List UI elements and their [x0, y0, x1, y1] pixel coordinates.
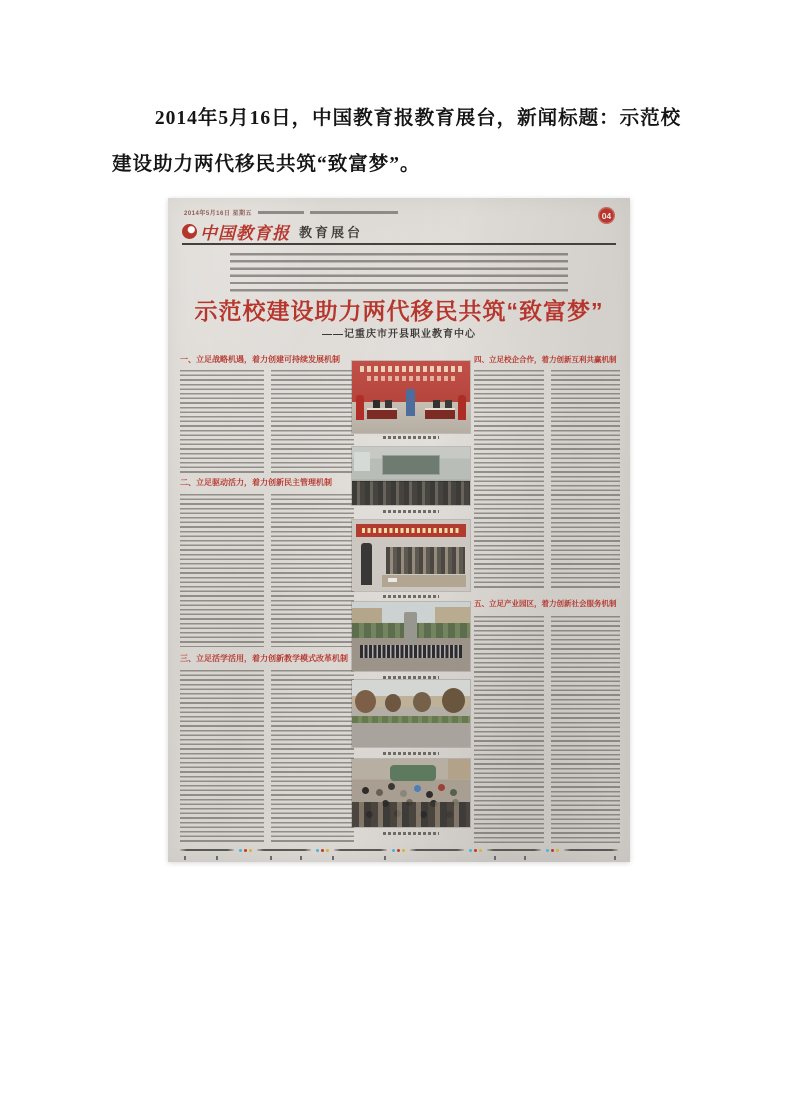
newspaper-scan: [168, 198, 630, 862]
standing-presenter: [361, 543, 372, 585]
section-3-body-blur: [180, 670, 354, 844]
photo-caption-1: [352, 436, 470, 439]
masthead-url-text-blur: [310, 211, 398, 214]
classroom-audience: [352, 481, 470, 505]
section-4-body-blur: [474, 370, 620, 590]
registration-dots: [239, 849, 252, 852]
article-headline: 示范校建设助力两代移民共筑“致富梦”: [194, 298, 604, 324]
village-crowd-photo: [352, 759, 470, 827]
hedge-row: [352, 716, 470, 723]
pruned-tree-2: [385, 694, 401, 712]
stage-table-right: [425, 408, 455, 419]
masthead-logo-row: [182, 219, 363, 244]
group-rows: [360, 645, 462, 658]
masthead-rule: [182, 243, 616, 245]
seminar-red-banner: [356, 524, 466, 537]
seminar-desks: [382, 575, 466, 587]
speaker-figure-center: [406, 389, 415, 416]
stage-banner-text2-blur: [367, 376, 455, 381]
building-corner: [448, 759, 470, 779]
classroom-window: [354, 452, 369, 472]
section-2-body-blur: [180, 494, 354, 647]
green-tarp: [390, 765, 436, 781]
section-heading-4: 四、立足校企合作，着力创新互利共赢机制: [474, 355, 617, 364]
page-number-badge: 04: [598, 207, 615, 224]
group-photo-at-statue: [352, 602, 470, 671]
laptops: [388, 578, 397, 582]
bottom-rule: [180, 848, 618, 852]
photo-caption-3: [352, 595, 470, 598]
stage-event-photo: [352, 361, 470, 433]
print-tick-marks: [184, 856, 186, 860]
masthead-date: 2014年5月16日 星期五: [184, 211, 253, 217]
masthead-phone-text-blur: [258, 211, 304, 214]
campus-trees-photo: [352, 680, 470, 747]
seminar-audience: [386, 547, 465, 574]
pruned-tree-1: [355, 690, 376, 713]
classroom-training-photo: [352, 447, 470, 505]
pruned-tree-3: [413, 692, 431, 712]
section-heading-1: 一、立足战略机遇，着力创建可持续发展机制: [180, 355, 340, 364]
stage-banner-text-blur: [360, 366, 462, 372]
chalkboard: [383, 456, 440, 473]
crowd-heads: [362, 787, 369, 794]
newspaper-logo-icon: [182, 224, 197, 239]
section-1-body-blur: [180, 370, 354, 473]
pruned-tree-4: [442, 688, 465, 713]
section-heading-3: 三、立足活学活用，着力创新教学模式改革机制: [180, 654, 348, 663]
photo-caption-2: [352, 510, 470, 513]
newspaper-logo-title: 中国教育报: [200, 224, 290, 243]
article-subtitle: ——记重庆市开县职业教育中心: [322, 329, 476, 340]
photo-caption-4: [352, 676, 470, 679]
section-heading-5: 五、立足产业园区，着力创新社会服务机制: [474, 599, 617, 608]
seated-speakers: [373, 400, 380, 408]
section-heading-2: 二、立足驱动活力，着力创新民主管理机制: [180, 478, 332, 487]
photo-caption-6: [352, 832, 470, 835]
masthead-info-line: [184, 208, 398, 217]
section-5-body-blur: [474, 616, 620, 844]
photo-caption-5: [352, 752, 470, 755]
seminar-banner-photo: [352, 520, 470, 591]
masthead-section-label: 教育展台: [299, 225, 364, 240]
campus-statue: [404, 612, 417, 647]
intro-paragraph-blur: [230, 253, 568, 295]
stage-table-left: [367, 408, 397, 419]
document-caption-text: 2014年5月16日，中国教育报教育展台，新闻标题：示范校建设助力两代移民共筑“致富梦”。: [112, 108, 682, 175]
hostess-figure-left: [356, 395, 364, 420]
hostess-figure-right: [458, 395, 466, 420]
crowd-bodies: [352, 802, 470, 827]
